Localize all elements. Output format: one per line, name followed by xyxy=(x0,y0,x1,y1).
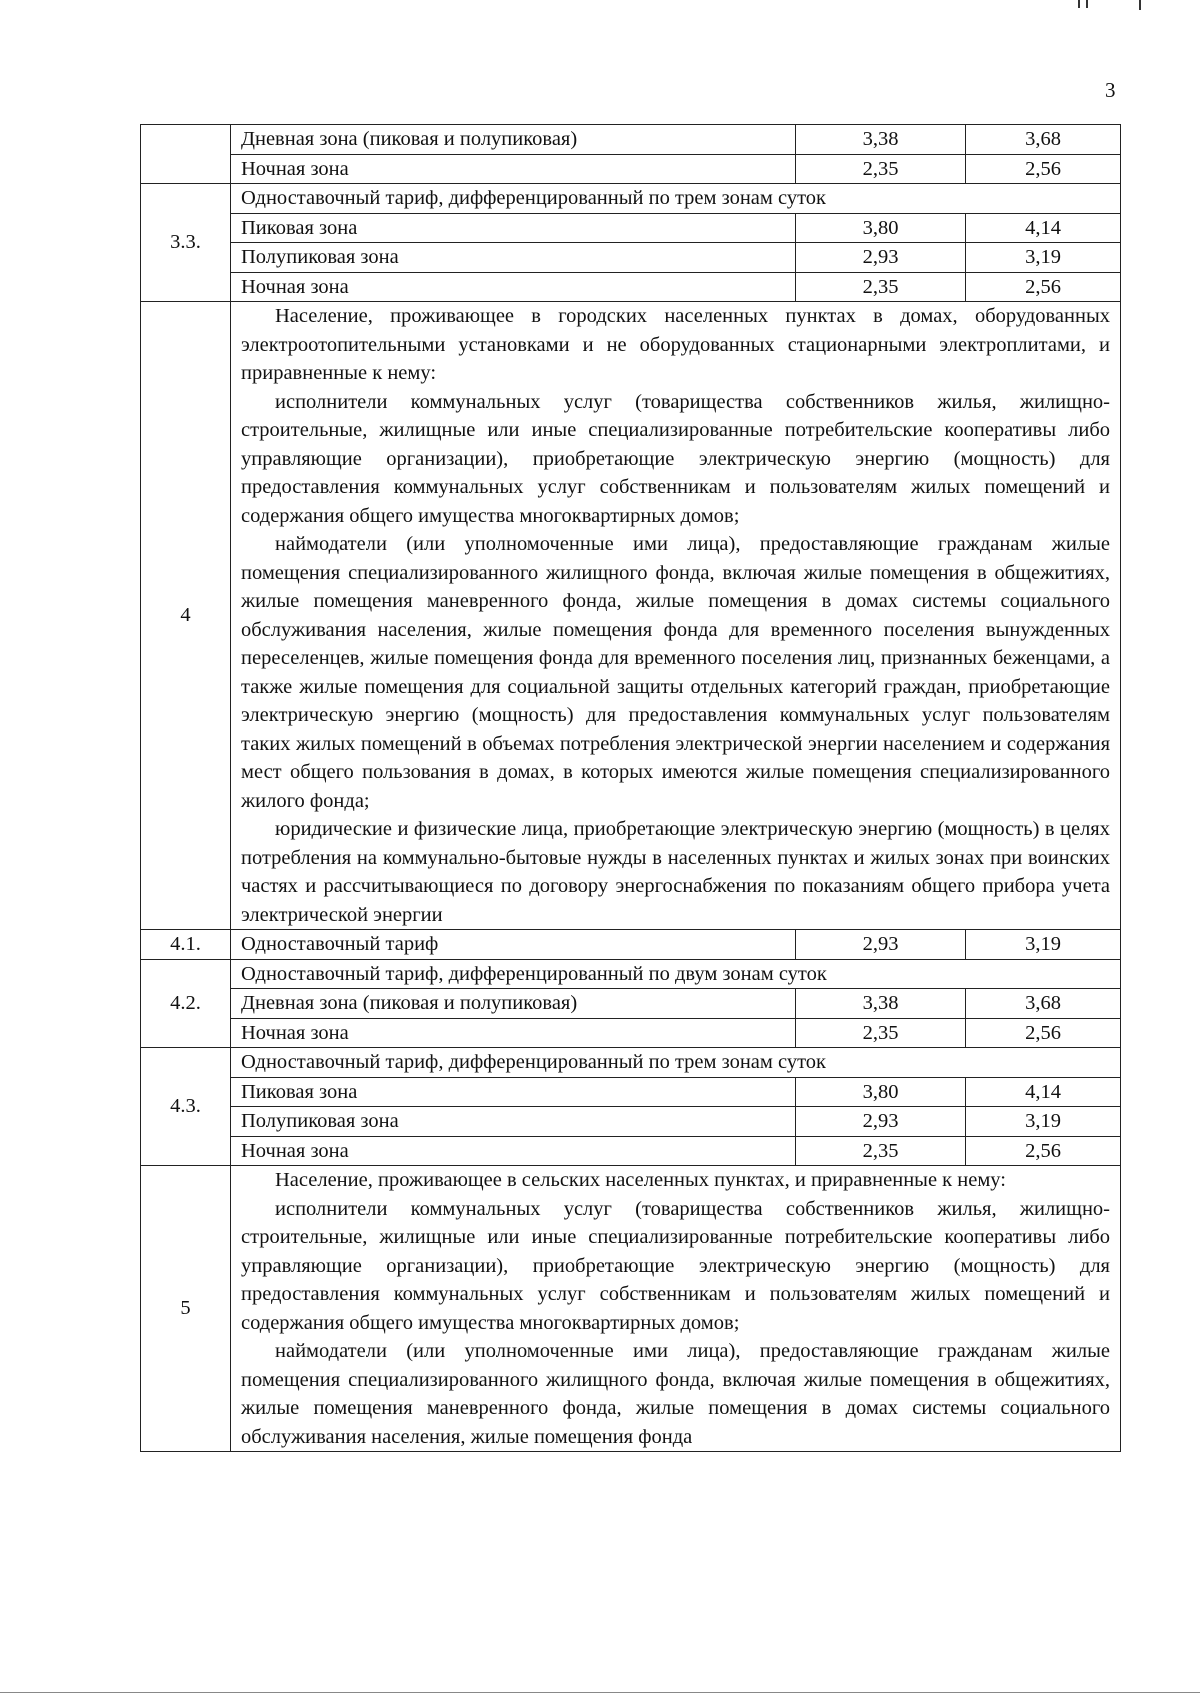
row-number xyxy=(141,125,231,184)
table-row xyxy=(141,1166,1121,1452)
section-heading: Одноставочный тариф, дифференцированный по трем зонам суток xyxy=(231,184,1121,214)
tariff-value-2: 3,19 xyxy=(966,1107,1121,1137)
tariff-value-2: 3,68 xyxy=(966,125,1121,155)
table-row xyxy=(141,302,1121,930)
tariff-value-1: 2,35 xyxy=(796,1136,966,1166)
table-row xyxy=(141,154,1121,184)
category-description xyxy=(231,302,1121,930)
tariff-value-2: 2,56 xyxy=(966,1136,1121,1166)
paragraph: Население, проживающее в городских населенных пунктах в домах, оборудованных электроотопительными установками и не оборудованных стационарными электроплитами, и приравненные к нему: xyxy=(241,305,1110,384)
category-description xyxy=(231,1166,1121,1452)
paragraph: юридические и физические лица, приобретающие электрическую энергию (мощность) в целях потребления на коммунально-бытовые нужды в населенных пунктах и жилых зонах при воинских частях и рассчитывающиеся по договору энергоснабжения по показаниям общего прибора учета электрической энергии xyxy=(241,818,1110,926)
tariff-value-1: 2,93 xyxy=(796,1107,966,1137)
tariff-value-2: 2,56 xyxy=(966,154,1121,184)
table-row xyxy=(141,272,1121,302)
row-label: Дневная зона (пиковая и полупиковая) xyxy=(231,989,796,1019)
paragraph: Население, проживающее в сельских населенных пунктах, и приравненные к нему: xyxy=(275,1169,1006,1191)
tariff-value-1: 2,93 xyxy=(796,243,966,273)
table-row xyxy=(141,213,1121,243)
table-row xyxy=(141,930,1121,960)
row-label: Ночная зона xyxy=(231,154,796,184)
table-row xyxy=(141,184,1121,214)
row-label: Полупиковая зона xyxy=(231,243,796,273)
tariff-value-1: 2,35 xyxy=(796,1018,966,1048)
paragraph: исполнители коммунальных услуг (товарищества собственников жилья, жилищно-строительные, жилищные или иные специализированные потребительские кооперативы либо управляющие организации), приобретающие электрическую энергию (мощность) для предоставления коммунальных услуг собственникам и пользователям жилых помещений и содержания общего имущества многоквартирных домов; xyxy=(241,1197,1110,1334)
table-row xyxy=(141,243,1121,273)
table-row xyxy=(141,1136,1121,1166)
tariff-value-2: 3,19 xyxy=(966,930,1121,960)
row-label: Ночная зона xyxy=(231,1136,796,1166)
table-row xyxy=(141,1048,1121,1078)
row-label: Ночная зона xyxy=(231,272,796,302)
tariff-value-1: 3,80 xyxy=(796,1077,966,1107)
tariff-value-2: 4,14 xyxy=(966,1077,1121,1107)
tariff-value-1: 2,93 xyxy=(796,930,966,960)
row-number: 5 xyxy=(141,1166,231,1452)
tariff-value-2: 2,56 xyxy=(966,1018,1121,1048)
row-number: 4.2. xyxy=(141,959,231,1048)
row-number: 4.1. xyxy=(141,930,231,960)
tariff-value-2: 2,56 xyxy=(966,272,1121,302)
row-number: 3.3. xyxy=(141,184,231,302)
section-heading: Одноставочный тариф, дифференцированный по трем зонам суток xyxy=(231,1048,1121,1078)
scan-mark xyxy=(1086,0,1088,8)
section-heading: Одноставочный тариф, дифференцированный по двум зонам суток xyxy=(231,959,1121,989)
paragraph: наймодатели (или уполномоченные ими лица), предоставляющие гражданам жилые помещения специализированного жилищного фонда, включая жилые помещения в общежитиях, жилые помещения маневренного фонда, жилые помещения в домах системы социального обслуживания населения, жилые помещения фонда xyxy=(241,1340,1110,1448)
table-row xyxy=(141,1077,1121,1107)
tariff-table xyxy=(140,124,1121,1452)
paragraph: исполнители коммунальных услуг (товарищества собственников жилья, жилищно-строительные, жилищные или иные специализированные потребительские кооперативы либо управляющие организации), приобретающие электрическую энергию (мощность) для предоставления коммунальных услуг собственникам и пользователям жилых помещений и содержания общего имущества многоквартирных домов; xyxy=(241,390,1110,527)
tariff-value-2: 3,68 xyxy=(966,989,1121,1019)
row-label: Дневная зона (пиковая и полупиковая) xyxy=(231,125,796,155)
tariff-value-2: 4,14 xyxy=(966,213,1121,243)
row-label: Ночная зона xyxy=(231,1018,796,1048)
row-label: Пиковая зона xyxy=(231,1077,796,1107)
table-row xyxy=(141,1107,1121,1137)
table-row xyxy=(141,959,1121,989)
scan-edge-line xyxy=(0,1692,1200,1693)
tariff-value-2: 3,19 xyxy=(966,243,1121,273)
table-row xyxy=(141,125,1121,155)
page-number: 3 xyxy=(1105,78,1116,102)
tariff-value-1: 3,80 xyxy=(796,213,966,243)
table-row xyxy=(141,989,1121,1019)
tariff-value-1: 2,35 xyxy=(796,154,966,184)
row-label: Пиковая зона xyxy=(231,213,796,243)
table-row xyxy=(141,1018,1121,1048)
scan-mark xyxy=(1078,0,1080,8)
row-number: 4 xyxy=(141,302,231,930)
row-number: 4.3. xyxy=(141,1048,231,1166)
row-label: Полупиковая зона xyxy=(231,1107,796,1137)
tariff-value-1: 3,38 xyxy=(796,989,966,1019)
row-label: Одноставочный тариф xyxy=(231,930,796,960)
tariff-value-1: 2,35 xyxy=(796,272,966,302)
scan-mark xyxy=(1139,0,1141,10)
paragraph: наймодатели (или уполномоченные ими лица), предоставляющие гражданам жилые помещения специализированного жилищного фонда, включая жилые помещения в общежитиях, жилые помещения маневренного фонда, жилые помещения в домах системы социального обслуживания населения, жилые помещения фонда для временного поселения вынужденных переселенцев, жилые помещения фонда для временного поселения лиц, признанных беженцами, а также жилые помещения для социальной защиты отдельных категорий граждан, приобретающие электрическую энергию (мощность) для предоставления коммунальных услуг пользователям таких жилых помещений в объемах потребления электрической энергии населением и содержания мест общего пользования в домах, в которых имеются жилые помещения специализированного жилого фонда; xyxy=(241,533,1110,812)
tariff-value-1: 3,38 xyxy=(796,125,966,155)
